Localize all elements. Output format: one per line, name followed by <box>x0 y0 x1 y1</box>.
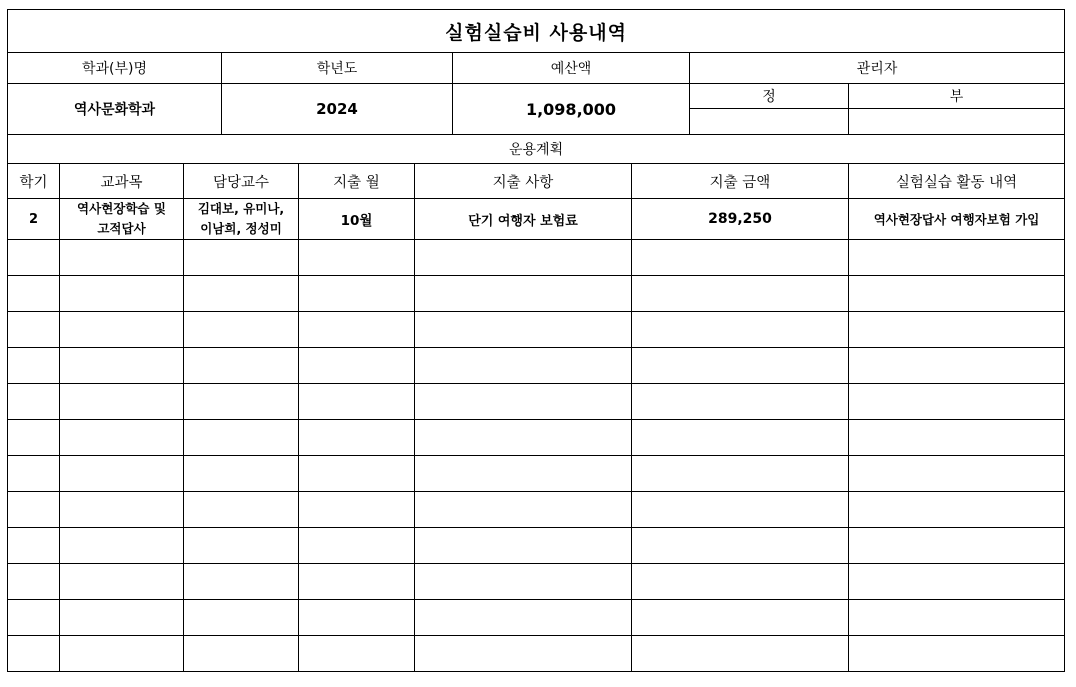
empty-month-cell[interactable] <box>299 600 415 636</box>
empty-amount-cell[interactable] <box>632 420 849 456</box>
professor-line-2: 이남희, 정성미 <box>200 221 282 236</box>
col-header-item: 지출 사항 <box>415 164 632 199</box>
manager-header: 관리자 <box>690 53 1065 84</box>
empty-amount-cell[interactable] <box>632 564 849 600</box>
manager-primary-label: 정 <box>690 84 849 109</box>
expense-table <box>7 9 1065 672</box>
empty-course-cell[interactable] <box>60 492 184 528</box>
empty-table-row <box>8 600 1065 636</box>
empty-table-row <box>8 312 1065 348</box>
empty-activity-cell[interactable] <box>849 492 1065 528</box>
empty-item-cell[interactable] <box>415 492 632 528</box>
empty-month-cell[interactable] <box>299 528 415 564</box>
plan-section-title: 운용계획 <box>8 135 1065 164</box>
empty-item-cell[interactable] <box>415 240 632 276</box>
course-cell[interactable] <box>60 199 184 240</box>
empty-amount-cell[interactable] <box>632 456 849 492</box>
manager-secondary-sign-cell[interactable] <box>849 109 1065 135</box>
empty-amount-cell[interactable] <box>632 492 849 528</box>
empty-professor-cell[interactable] <box>184 240 299 276</box>
document-title: 실험실습비 사용내역 <box>8 10 1065 53</box>
item-cell[interactable]: 단기 여행자 보험료 <box>415 199 632 240</box>
empty-amount-cell[interactable] <box>632 240 849 276</box>
empty-course-cell[interactable] <box>60 420 184 456</box>
empty-semester-cell[interactable] <box>8 312 60 348</box>
empty-month-cell[interactable] <box>299 348 415 384</box>
manager-secondary-label: 부 <box>849 84 1065 109</box>
empty-table-row <box>8 564 1065 600</box>
empty-item-cell[interactable] <box>415 564 632 600</box>
empty-professor-cell[interactable] <box>184 528 299 564</box>
empty-semester-cell[interactable] <box>8 276 60 312</box>
empty-item-cell[interactable] <box>415 312 632 348</box>
empty-activity-cell[interactable] <box>849 420 1065 456</box>
empty-item-cell[interactable] <box>415 600 632 636</box>
year-value: 2024 <box>222 84 453 135</box>
manager-primary-sign-cell[interactable] <box>690 109 849 135</box>
empty-professor-cell[interactable] <box>184 600 299 636</box>
empty-amount-cell[interactable] <box>632 600 849 636</box>
empty-professor-cell[interactable] <box>184 636 299 672</box>
empty-month-cell[interactable] <box>299 636 415 672</box>
empty-course-cell[interactable] <box>60 600 184 636</box>
empty-month-cell[interactable] <box>299 420 415 456</box>
col-header-professor: 담당교수 <box>184 164 299 199</box>
empty-professor-cell[interactable] <box>184 456 299 492</box>
empty-semester-cell[interactable] <box>8 456 60 492</box>
empty-item-cell[interactable] <box>415 348 632 384</box>
col-header-month: 지출 월 <box>299 164 415 199</box>
empty-professor-cell[interactable] <box>184 312 299 348</box>
empty-month-cell[interactable] <box>299 564 415 600</box>
col-header-activity: 실험실습 활동 내역 <box>849 164 1065 199</box>
empty-professor-cell[interactable] <box>184 348 299 384</box>
empty-activity-cell[interactable] <box>849 240 1065 276</box>
empty-item-cell[interactable] <box>415 420 632 456</box>
empty-item-cell[interactable] <box>415 636 632 672</box>
empty-professor-cell[interactable] <box>184 564 299 600</box>
empty-month-cell[interactable] <box>299 312 415 348</box>
empty-table-row <box>8 276 1065 312</box>
empty-table-row <box>8 348 1065 384</box>
budget-header: 예산액 <box>453 53 690 84</box>
empty-table-row <box>8 492 1065 528</box>
empty-course-cell[interactable] <box>60 636 184 672</box>
budget-value: 1,098,000 <box>453 84 690 135</box>
department-value: 역사문화학과 <box>8 84 222 135</box>
empty-item-cell[interactable] <box>415 276 632 312</box>
empty-course-cell[interactable] <box>60 564 184 600</box>
col-header-semester: 학기 <box>8 164 60 199</box>
empty-table-row <box>8 528 1065 564</box>
empty-amount-cell[interactable] <box>632 312 849 348</box>
amount-cell[interactable]: 289,250 <box>632 199 849 240</box>
empty-professor-cell[interactable] <box>184 492 299 528</box>
empty-activity-cell[interactable] <box>849 312 1065 348</box>
empty-table-row <box>8 240 1065 276</box>
empty-activity-cell[interactable] <box>849 636 1065 672</box>
empty-month-cell[interactable] <box>299 456 415 492</box>
empty-activity-cell[interactable] <box>849 528 1065 564</box>
empty-item-cell[interactable] <box>415 384 632 420</box>
empty-amount-cell[interactable] <box>632 276 849 312</box>
year-header: 학년도 <box>222 53 453 84</box>
empty-semester-cell[interactable] <box>8 240 60 276</box>
activity-cell[interactable]: 역사현장답사 여행자보험 가입 <box>849 199 1065 240</box>
empty-semester-cell[interactable] <box>8 492 60 528</box>
course-line-1: 역사현장학습 및 <box>77 201 166 216</box>
empty-course-cell[interactable] <box>60 528 184 564</box>
empty-activity-cell[interactable] <box>849 456 1065 492</box>
empty-amount-cell[interactable] <box>632 348 849 384</box>
table-row <box>8 199 1065 240</box>
empty-table-row <box>8 384 1065 420</box>
month-cell[interactable]: 10월 <box>299 199 415 240</box>
empty-semester-cell[interactable] <box>8 636 60 672</box>
empty-activity-cell[interactable] <box>849 276 1065 312</box>
empty-semester-cell[interactable] <box>8 348 60 384</box>
empty-course-cell[interactable] <box>60 312 184 348</box>
empty-table-row <box>8 420 1065 456</box>
department-header: 학과(부)명 <box>8 53 222 84</box>
empty-month-cell[interactable] <box>299 492 415 528</box>
empty-semester-cell[interactable] <box>8 384 60 420</box>
empty-professor-cell[interactable] <box>184 420 299 456</box>
course-line-2: 고적답사 <box>97 221 146 236</box>
empty-semester-cell[interactable] <box>8 420 60 456</box>
empty-item-cell[interactable] <box>415 528 632 564</box>
empty-rows <box>8 240 1065 672</box>
empty-month-cell[interactable] <box>299 384 415 420</box>
empty-amount-cell[interactable] <box>632 636 849 672</box>
empty-semester-cell[interactable] <box>8 528 60 564</box>
empty-table-row <box>8 456 1065 492</box>
empty-activity-cell[interactable] <box>849 564 1065 600</box>
empty-activity-cell[interactable] <box>849 384 1065 420</box>
empty-course-cell[interactable] <box>60 276 184 312</box>
empty-course-cell[interactable] <box>60 240 184 276</box>
empty-activity-cell[interactable] <box>849 600 1065 636</box>
empty-month-cell[interactable] <box>299 276 415 312</box>
empty-course-cell[interactable] <box>60 348 184 384</box>
empty-professor-cell[interactable] <box>184 384 299 420</box>
professor-cell[interactable] <box>184 199 299 240</box>
empty-item-cell[interactable] <box>415 456 632 492</box>
empty-semester-cell[interactable] <box>8 600 60 636</box>
empty-semester-cell[interactable] <box>8 564 60 600</box>
expense-report-sheet <box>7 9 1064 672</box>
semester-cell[interactable]: 2 <box>8 199 60 240</box>
empty-course-cell[interactable] <box>60 384 184 420</box>
empty-month-cell[interactable] <box>299 240 415 276</box>
empty-activity-cell[interactable] <box>849 348 1065 384</box>
empty-amount-cell[interactable] <box>632 528 849 564</box>
col-header-course: 교과목 <box>60 164 184 199</box>
empty-course-cell[interactable] <box>60 456 184 492</box>
empty-table-row <box>8 636 1065 672</box>
professor-line-1: 김대보, 유미나, <box>197 201 285 216</box>
empty-professor-cell[interactable] <box>184 276 299 312</box>
empty-amount-cell[interactable] <box>632 384 849 420</box>
col-header-amount: 지출 금액 <box>632 164 849 199</box>
